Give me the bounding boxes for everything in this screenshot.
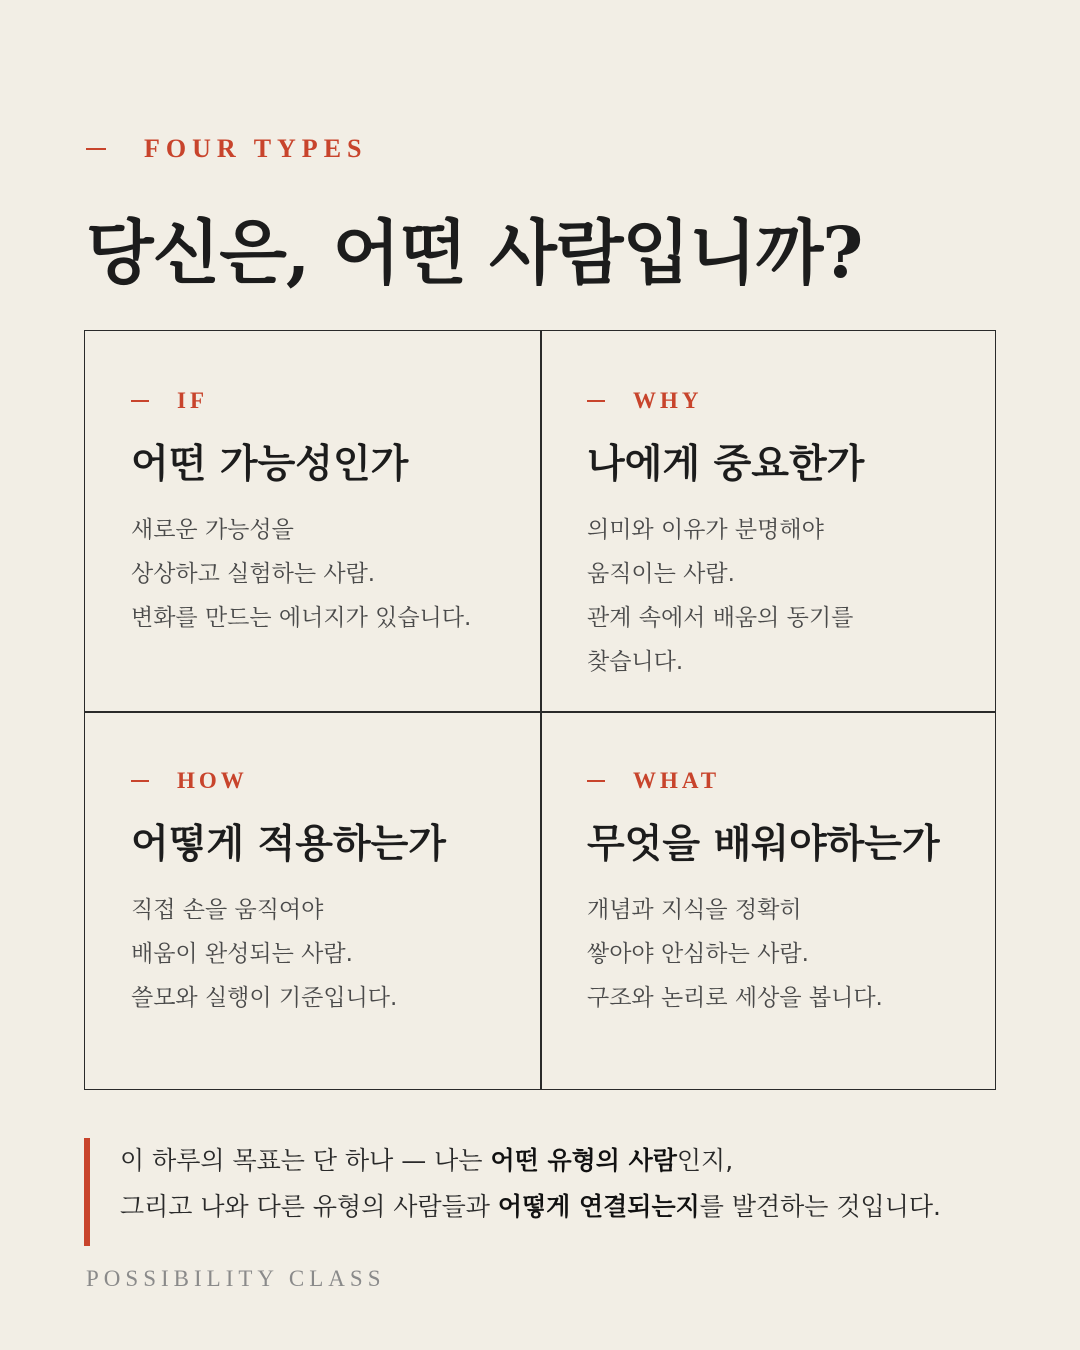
card-tag-label: IF — [177, 388, 208, 413]
card-title: 어떻게 적용하는가 — [131, 821, 446, 867]
eyebrow-text: FOUR TYPES — [144, 134, 368, 163]
card-line: 개념과 지식을 정확히 — [587, 897, 802, 923]
card-tag-label: WHAT — [633, 768, 721, 793]
goal-note-line-1 — [120, 1138, 941, 1184]
tag-dash — [587, 780, 605, 782]
card-line: 의미와 이유가 분명해야 — [587, 517, 824, 543]
note-emphasis: 어떤 유형의 사람 — [490, 1146, 677, 1175]
brand-footer: POSSIBILITY CLASS — [86, 1266, 386, 1291]
card-tag-label: WHY — [633, 388, 703, 413]
goal-note — [84, 1138, 941, 1246]
card-tag — [587, 386, 1027, 416]
note-text: 그리고 나와 다른 유형의 사람들과 — [120, 1192, 498, 1221]
note-text: 를 발견하는 것입니다. — [699, 1192, 941, 1221]
card-line: 상상하고 실험하는 사람. — [131, 561, 376, 587]
type-grid — [84, 330, 996, 1090]
card-why — [587, 386, 1027, 684]
card-line: 직접 손을 움직여야 — [131, 897, 324, 923]
tag-dash — [131, 400, 149, 402]
card-line: 변화를 만드는 에너지가 있습니다. — [131, 605, 472, 631]
card-line: 관계 속에서 배움의 동기를 — [587, 605, 854, 631]
card-title: 어떤 가능성인가 — [131, 441, 409, 487]
eyebrow — [86, 134, 368, 164]
note-text: 이 하루의 목표는 단 하나 — 나는 — [120, 1146, 491, 1175]
goal-note-line-2 — [120, 1184, 941, 1230]
card-body — [587, 508, 1027, 684]
card-line: 쓸모와 실행이 기준입니다. — [131, 985, 398, 1011]
card-line: 배움이 완성되는 사람. — [131, 941, 353, 967]
tag-dash — [587, 400, 605, 402]
eyebrow-dash — [86, 148, 106, 150]
card-line: 움직이는 사람. — [587, 561, 735, 587]
card-if — [131, 386, 571, 640]
grid-divider-horizontal — [85, 711, 995, 713]
note-emphasis: 어떻게 연결되는지 — [497, 1192, 700, 1221]
card-body — [587, 888, 1027, 1020]
headline: 당신은, 어떤 사람입니까? — [86, 211, 863, 294]
note-text: 인지, — [676, 1146, 734, 1175]
card-title: 무엇을 배워야하는가 — [587, 821, 940, 867]
card-line: 구조와 논리로 세상을 봅니다. — [587, 985, 883, 1011]
card-what — [587, 766, 1027, 1020]
tag-dash — [131, 780, 149, 782]
card-tag — [131, 766, 571, 796]
card-line: 쌓아야 안심하는 사람. — [587, 941, 809, 967]
card-line: 새로운 가능성을 — [131, 517, 294, 543]
card-body — [131, 888, 571, 1020]
card-how — [131, 766, 571, 1020]
card-tag — [587, 766, 1027, 796]
card-line: 찾습니다. — [587, 649, 684, 675]
card-body — [131, 508, 571, 640]
card-title: 나에게 중요한가 — [587, 441, 865, 487]
card-tag-label: HOW — [177, 768, 248, 793]
card-tag — [131, 386, 571, 416]
